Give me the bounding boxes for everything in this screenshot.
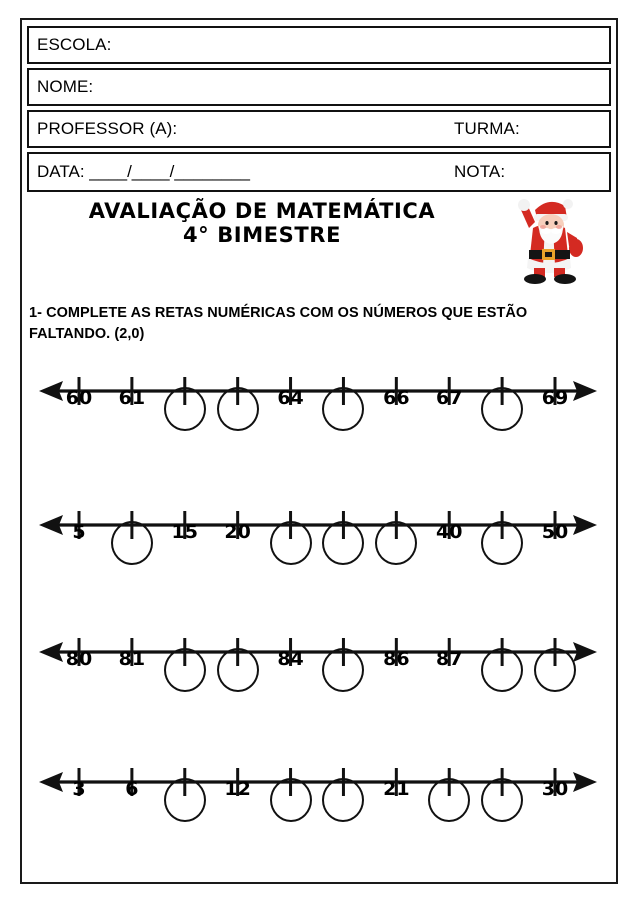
- number-label-slot: [106, 778, 158, 800]
- answer-circle[interactable]: [111, 521, 153, 565]
- answer-circle[interactable]: [481, 387, 523, 431]
- number-line-3: [27, 622, 611, 732]
- answer-circle[interactable]: [322, 387, 364, 431]
- number-line-4: [27, 752, 611, 862]
- blank-circle-slot[interactable]: [212, 648, 264, 697]
- number-label-slot: [423, 387, 475, 409]
- worksheet-title: [27, 200, 497, 247]
- number-label-slot: [370, 387, 422, 409]
- tick-number: 84: [277, 648, 304, 670]
- student-identification-block: [27, 26, 611, 196]
- blank-circle-slot[interactable]: [476, 521, 528, 570]
- number-label-slot: [53, 387, 105, 409]
- tick-number: 86: [383, 648, 410, 670]
- santa-claus-icon: [509, 192, 589, 284]
- number-label-slot: [159, 521, 211, 543]
- title-line-1: AVALIAÇÃO DE MATEMÁTICA: [88, 199, 436, 223]
- tick-number: 12: [224, 778, 251, 800]
- answer-circle[interactable]: [481, 521, 523, 565]
- tick-number: 60: [65, 387, 93, 409]
- number-label-slot: [423, 521, 475, 543]
- blank-circle-slot[interactable]: [529, 648, 581, 697]
- number-label-slot: [529, 521, 581, 543]
- answer-circle[interactable]: [164, 387, 206, 431]
- tick-number: 30: [541, 778, 569, 800]
- tick-number: 64: [277, 387, 304, 409]
- number-line-1: [27, 361, 611, 471]
- label-escola: ESCOLA:: [37, 35, 112, 54]
- field-row-nome[interactable]: [27, 68, 611, 106]
- number-label-slot: [529, 387, 581, 409]
- blank-circle-slot[interactable]: [212, 387, 264, 436]
- label-professor: PROFESSOR (A):: [37, 119, 178, 138]
- number-label-slot: [53, 521, 105, 543]
- number-line-slots: [27, 387, 611, 447]
- tick-number: 80: [65, 648, 93, 670]
- blank-circle-slot[interactable]: [317, 521, 369, 570]
- label-nome: NOME:: [37, 77, 94, 96]
- number-label-slot: [106, 648, 158, 670]
- answer-circle[interactable]: [164, 778, 206, 822]
- number-label-slot: [265, 648, 317, 670]
- tick-number: 67: [435, 387, 463, 409]
- blank-circle-slot[interactable]: [476, 387, 528, 436]
- blank-circle-slot[interactable]: [423, 778, 475, 827]
- number-label-slot: [529, 778, 581, 800]
- number-label-slot: [53, 648, 105, 670]
- number-label-slot: [212, 778, 264, 800]
- blank-circle-slot[interactable]: [370, 521, 422, 570]
- label-nota: NOTA:: [454, 162, 506, 181]
- number-line-2: [27, 495, 611, 605]
- tick-number: 3: [72, 778, 86, 800]
- number-label-slot: [265, 387, 317, 409]
- answer-circle[interactable]: [481, 648, 523, 692]
- tick-number: 81: [118, 648, 146, 670]
- label-data: DATA: ____/____/________: [37, 162, 250, 181]
- blank-circle-slot[interactable]: [159, 387, 211, 436]
- tick-number: 6: [125, 778, 139, 800]
- tick-number: 69: [541, 387, 569, 409]
- answer-circle[interactable]: [375, 521, 417, 565]
- blank-circle-slot[interactable]: [265, 778, 317, 827]
- blank-circle-slot[interactable]: [159, 778, 211, 827]
- tick-number: 61: [118, 387, 146, 409]
- blank-circle-slot[interactable]: [265, 521, 317, 570]
- blank-circle-slot[interactable]: [476, 778, 528, 827]
- tick-number: 50: [541, 521, 569, 543]
- title-area: [27, 200, 611, 280]
- tick-number: 87: [435, 648, 463, 670]
- tick-number: 66: [383, 387, 410, 409]
- answer-circle[interactable]: [322, 778, 364, 822]
- field-row-data[interactable]: [27, 152, 611, 192]
- field-row-escola[interactable]: [27, 26, 611, 64]
- number-label-slot: [370, 778, 422, 800]
- answer-circle[interactable]: [322, 648, 364, 692]
- number-label-slot: [370, 648, 422, 670]
- tick-number: 5: [72, 521, 86, 543]
- answer-circle[interactable]: [217, 387, 259, 431]
- answer-circle[interactable]: [322, 521, 364, 565]
- blank-circle-slot[interactable]: [317, 778, 369, 827]
- blank-circle-slot[interactable]: [476, 648, 528, 697]
- tick-number: 15: [171, 521, 198, 543]
- answer-circle[interactable]: [270, 521, 312, 565]
- question-1-instruction: 1- COMPLETE AS RETAS NUMÉRICAS COM OS NÚMEROS QUE ESTÃO FALTANDO. (2,0): [29, 305, 528, 343]
- field-row-professor[interactable]: [27, 110, 611, 148]
- number-line-slots: [27, 778, 611, 838]
- blank-circle-slot[interactable]: [106, 521, 158, 570]
- answer-circle[interactable]: [270, 778, 312, 822]
- answer-circle[interactable]: [428, 778, 470, 822]
- number-label-slot: [53, 778, 105, 800]
- tick-number: 20: [224, 521, 251, 543]
- answer-circle[interactable]: [217, 648, 259, 692]
- tick-number: 21: [383, 778, 410, 800]
- title-line-2: 4° BIMESTRE: [182, 222, 342, 247]
- blank-circle-slot[interactable]: [159, 648, 211, 697]
- blank-circle-slot[interactable]: [317, 387, 369, 436]
- number-label-slot: [212, 521, 264, 543]
- answer-circle[interactable]: [534, 648, 576, 692]
- number-line-slots: [27, 521, 611, 581]
- answer-circle[interactable]: [164, 648, 206, 692]
- label-turma: TURMA:: [454, 119, 520, 138]
- number-line-slots: [27, 648, 611, 708]
- number-label-slot: [423, 648, 475, 670]
- tick-number: 40: [435, 521, 463, 543]
- number-label-slot: [106, 387, 158, 409]
- answer-circle[interactable]: [481, 778, 523, 822]
- blank-circle-slot[interactable]: [317, 648, 369, 697]
